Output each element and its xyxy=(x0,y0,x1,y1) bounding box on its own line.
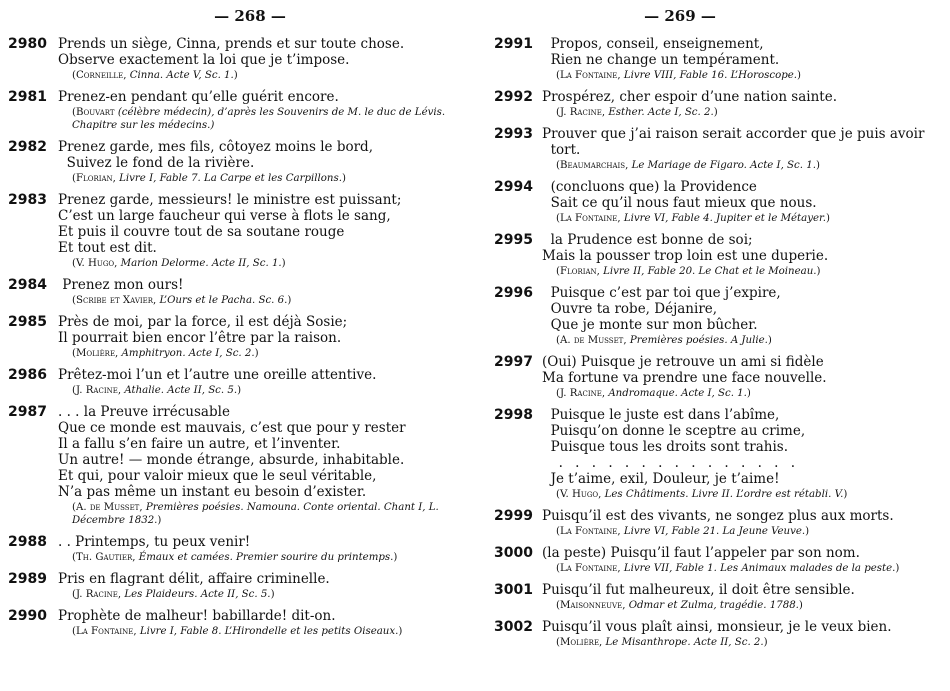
quote-number: 3001 xyxy=(494,582,533,598)
right-entries xyxy=(490,36,950,656)
citation-work: Livre VII, Fable 1. Les Animaux malades de la peste. xyxy=(623,563,896,574)
quote-body xyxy=(58,367,468,397)
citation-author: Bouvart xyxy=(75,107,115,118)
quote-entry xyxy=(490,354,950,400)
citation-author: A. de Musset, xyxy=(75,502,143,513)
citation-work: (célèbre médecin), d’après les Souvenirs de M. le duc de Lévis. Chapitre sur les médecins.) xyxy=(72,107,446,131)
quote-body xyxy=(58,36,468,82)
verse-line: Puisqu’il fut malheureux, il doit être sensible. xyxy=(542,582,855,598)
citation: (Bouvart (célèbre médecin), d’après les Souvenirs de M. le duc de Lévis. Chapitre sur les médecins.) xyxy=(72,107,446,131)
quote-body xyxy=(58,571,468,601)
citation: (Th. Gautier, Émaux et camées. Premier sourire du printemps.) xyxy=(72,552,398,563)
quote-entry xyxy=(0,608,468,638)
quote-number: 2989 xyxy=(8,571,47,587)
citation-work: Livre II, Fable 20. Le Chat et le Moineau. xyxy=(603,266,817,277)
quote-entry xyxy=(490,179,950,225)
citation-work: Premières poésies. Namouna. Conte oriental. Chant I, L. Décembre 1832. xyxy=(72,502,439,526)
citation: (Florian, Livre II, Fable 20. Le Chat et le Moineau.) xyxy=(556,266,821,277)
verse-line: Ma fortune va prendre une face nouvelle. xyxy=(542,370,827,386)
citation: (La Fontaine, Livre VI, Fable 21. La Jeune Veuve.) xyxy=(556,526,810,537)
quote-entry xyxy=(0,367,468,397)
quote-body xyxy=(542,582,950,612)
quote-number: 3000 xyxy=(494,545,533,561)
quote-number: 2995 xyxy=(494,232,533,248)
citation-work: Cinna. Acte V, Sc. 1. xyxy=(129,70,234,81)
citation-author: La Fontaine, xyxy=(75,626,137,637)
citation: (Beaumarchais, Le Mariage de Figaro. Acte I, Sc. 1.) xyxy=(556,160,820,171)
citation-work: Amphitryon. Acte I, Sc. 2. xyxy=(121,348,255,359)
citation-author: J. Racine, xyxy=(559,388,606,399)
verse-line: Et qui, pour valoir mieux que le seul véritable, xyxy=(58,468,377,484)
quote-number: 2999 xyxy=(494,508,533,524)
quote-number: 2997 xyxy=(494,354,533,370)
quote-number: 2991 xyxy=(494,36,533,52)
verse-line: Propos, conseil, enseignement, xyxy=(542,36,764,52)
citation: (J. Racine, Andromaque. Acte I, Sc. 1.) xyxy=(556,388,751,399)
verse-line: Prophète de malheur! babillarde! dit-on. xyxy=(58,608,336,624)
citation-work: Andromaque. Acte I, Sc. 1. xyxy=(608,388,747,399)
quote-number: 2984 xyxy=(8,277,47,293)
quote-entry xyxy=(0,571,468,601)
quote-entry xyxy=(490,545,950,575)
citation-author: La Fontaine, xyxy=(559,526,621,537)
citation: (La Fontaine, Livre VIII, Fable 16. L’Horoscope.) xyxy=(556,70,801,81)
verse-line: C’est un large faucheur qui verse à flots le sang, xyxy=(58,208,391,224)
verse-line: . . Printemps, tu peux venir! xyxy=(58,534,251,550)
verse-line: Prenez garde, messieurs! le ministre est puissant; xyxy=(58,192,402,208)
quote-body xyxy=(542,407,950,501)
citation-author: La Fontaine, xyxy=(559,563,621,574)
quote-body xyxy=(58,139,468,185)
quote-body xyxy=(58,608,468,638)
citation-author: Molière, xyxy=(75,348,119,359)
verse-line: Observe exactement la loi que je t’impose. xyxy=(58,52,350,68)
citation-author: Scribe et Xavier, xyxy=(75,295,157,306)
citation-work: Livre VI, Fable 4. Jupiter et le Métayer. xyxy=(623,213,826,224)
citation-author: Beaumarchais, xyxy=(559,160,629,171)
citation-work: L’Ours et le Pacha. Sc. 6. xyxy=(159,295,288,306)
quote-body xyxy=(542,285,950,347)
verse-line: Que je monte sur mon bûcher. xyxy=(542,317,758,333)
verse-line: Puisque tous les droits sont trahis. xyxy=(542,439,789,455)
verse-line: Prospérez, cher espoir d’une nation sainte. xyxy=(542,89,837,105)
quote-number: 2987 xyxy=(8,404,47,420)
quote-body xyxy=(542,508,950,538)
quote-body xyxy=(542,619,950,649)
citation: (La Fontaine, Livre I, Fable 8. L’Hirondelle et les petits Oiseaux.) xyxy=(72,626,403,637)
quote-entry xyxy=(490,36,950,82)
quote-entry xyxy=(0,404,468,527)
citation: (V. Hugo, Marion Delorme. Acte II, Sc. 1.) xyxy=(72,258,286,269)
citation: (Scribe et Xavier, L’Ours et le Pacha. Sc. 6.) xyxy=(72,295,292,306)
quote-entry xyxy=(490,619,950,649)
quote-body xyxy=(58,277,468,307)
quote-number: 2990 xyxy=(8,608,47,624)
quote-entry xyxy=(0,89,468,132)
citation-author: Th. Gautier, xyxy=(75,552,136,563)
page-number-right: — 269 — xyxy=(644,7,716,25)
citation-author: J. Racine, xyxy=(75,385,122,396)
right-page xyxy=(490,0,950,691)
quote-body xyxy=(542,232,950,278)
verse-line: Rien ne change un tempérament. xyxy=(542,52,780,68)
quote-number: 2985 xyxy=(8,314,47,330)
quote-body xyxy=(542,126,950,172)
verse-line: Pris en flagrant délit, affaire criminelle. xyxy=(58,571,330,587)
verse-line: (concluons que) la Providence xyxy=(542,179,757,195)
quote-body xyxy=(58,89,468,132)
citation-author: La Fontaine, xyxy=(559,213,621,224)
citation-author: Florian, xyxy=(75,173,116,184)
citation-author: V. Hugo, xyxy=(75,258,118,269)
quote-body xyxy=(58,534,468,564)
verse-line: Mais la pousser trop loin est une duperie. xyxy=(542,248,829,264)
quote-number: 2992 xyxy=(494,89,533,105)
verse-line: Et tout est dit. xyxy=(58,240,157,256)
verse-line: Près de moi, par la force, il est déjà Sosie; xyxy=(58,314,348,330)
verse-line: Il a fallu s’en faire un autre, et l’inventer. xyxy=(58,436,341,452)
verse-line: tort. xyxy=(542,142,581,158)
citation: (Maisonneuve, Odmar et Zulma, tragédie. 1788.) xyxy=(556,600,803,611)
verse-line: Suivez le fond de la rivière. xyxy=(58,155,255,171)
verse-line: Que ce monde est mauvais, c’est que pour y rester xyxy=(58,420,406,436)
citation-work: Les Plaideurs. Acte II, Sc. 5. xyxy=(124,589,271,600)
verse-line: Puisqu’on donne le sceptre au crime, xyxy=(542,423,806,439)
page-number-left: — 268 — xyxy=(214,7,286,25)
citation-author: A. de Musset, xyxy=(559,335,627,346)
quote-body xyxy=(542,36,950,82)
citation-author: Florian, xyxy=(559,266,600,277)
citation: (Molière, Le Misanthrope. Acte II, Sc. 2.) xyxy=(556,637,768,648)
verse-line: (la peste) Puisqu’il faut l’appeler par son nom. xyxy=(542,545,860,561)
verse-line: Sait ce qu’il nous faut mieux que nous. xyxy=(542,195,817,211)
citation-work: Le Mariage de Figaro. Acte I, Sc. 1. xyxy=(631,160,816,171)
verse-line: N’a pas même un instant eu besoin d’exister. xyxy=(58,484,367,500)
verse-line: Prends un siège, Cinna, prends et sur toute chose. xyxy=(58,36,405,52)
citation-work: Émaux et camées. Premier sourire du printemps. xyxy=(138,552,394,563)
citation: (A. de Musset, Premières poésies. Namouna. Conte oriental. Chant I, L. Décembre 1832.) xyxy=(72,502,439,526)
verse-line: Prêtez-moi l’un et l’autre une oreille attentive. xyxy=(58,367,377,383)
quote-number: 2988 xyxy=(8,534,47,550)
verse-line: Prenez mon ours! xyxy=(58,277,184,293)
verse-line: Un autre! — monde étrange, absurde, inhabitable. xyxy=(58,452,405,468)
quote-entry xyxy=(0,36,468,82)
citation: (V. Hugo, Les Châtiments. Livre II. L’ordre est rétabli. V.) xyxy=(556,489,848,500)
left-page xyxy=(0,0,468,691)
citation-work: Marion Delorme. Acte II, Sc. 1. xyxy=(120,258,282,269)
citation-work: Livre VI, Fable 21. La Jeune Veuve. xyxy=(623,526,806,537)
quote-body xyxy=(542,179,950,225)
quote-number: 2998 xyxy=(494,407,533,423)
verse-line: Prenez garde, mes fils, côtoyez moins le bord, xyxy=(58,139,373,155)
citation-author: J. Racine, xyxy=(75,589,122,600)
quote-number: 2986 xyxy=(8,367,47,383)
quote-entry xyxy=(490,582,950,612)
citation-work: Premières poésies. A Julie. xyxy=(629,335,768,346)
citation: (Corneille, Cinna. Acte V, Sc. 1.) xyxy=(72,70,238,81)
quote-entry xyxy=(0,192,468,270)
citation: (J. Racine, Athalie. Acte II, Sc. 5.) xyxy=(72,385,242,396)
quote-entry xyxy=(490,126,950,172)
citation-work: Les Châtiments. Livre II. L’ordre est rétabli. V. xyxy=(604,489,844,500)
quote-number: 2993 xyxy=(494,126,533,142)
quote-number: 2983 xyxy=(8,192,47,208)
verse-line: Il pourrait bien encor l’être par la raison. xyxy=(58,330,342,346)
verse-line: (Oui) Puisque je retrouve un ami si fidèle xyxy=(542,354,824,370)
verse-line: . . . . . . . . . . . . . . . xyxy=(542,455,800,471)
citation: (J. Racine, Esther. Acte I, Sc. 2.) xyxy=(556,107,718,118)
citation-author: Corneille, xyxy=(75,70,127,81)
verse-line: Puisque c’est par toi que j’expire, xyxy=(542,285,781,301)
citation-work: Le Misanthrope. Acte II, Sc. 2. xyxy=(605,637,764,648)
quote-entry xyxy=(490,89,950,119)
citation-work: Livre I, Fable 7. La Carpe et les Carpillons. xyxy=(119,173,342,184)
citation-author: La Fontaine, xyxy=(559,70,621,81)
verse-line: Et puis il couvre tout de sa soutane rouge xyxy=(58,224,345,240)
citation: (Florian, Livre I, Fable 7. La Carpe et les Carpillons.) xyxy=(72,173,346,184)
quote-entry xyxy=(0,534,468,564)
citation: (J. Racine, Les Plaideurs. Acte II, Sc. 5.) xyxy=(72,589,275,600)
citation-work: Livre VIII, Fable 16. L’Horoscope. xyxy=(623,70,798,81)
quote-body xyxy=(542,545,950,575)
verse-line: Prenez-en pendant qu’elle guérit encore. xyxy=(58,89,339,105)
citation: (A. de Musset, Premières poésies. A Julie.) xyxy=(556,335,772,346)
quote-body xyxy=(58,192,468,270)
quote-number: 3002 xyxy=(494,619,533,635)
verse-line: Puisqu’il est des vivants, ne songez plus aux morts. xyxy=(542,508,894,524)
citation-work: Esther. Acte I, Sc. 2. xyxy=(608,107,714,118)
citation: (Molière, Amphitryon. Acte I, Sc. 2.) xyxy=(72,348,259,359)
verse-line: Puisque le juste est dans l’abîme, xyxy=(542,407,780,423)
quote-entry xyxy=(490,232,950,278)
citation-author: J. Racine, xyxy=(559,107,606,118)
quote-body xyxy=(542,89,950,119)
verse-line: Ouvre ta robe, Déjanire, xyxy=(542,301,718,317)
quote-body xyxy=(58,404,468,527)
quote-number: 2996 xyxy=(494,285,533,301)
quote-body xyxy=(542,354,950,400)
citation-work: Odmar et Zulma, tragédie. 1788. xyxy=(628,600,799,611)
citation: (La Fontaine, Livre VII, Fable 1. Les Animaux malades de la peste.) xyxy=(556,563,900,574)
verse-line: la Prudence est bonne de soi; xyxy=(542,232,753,248)
quote-entry xyxy=(490,407,950,501)
quote-number: 2982 xyxy=(8,139,47,155)
quote-entry xyxy=(490,285,950,347)
citation-work: Livre I, Fable 8. L’Hirondelle et les petits Oiseaux. xyxy=(139,626,399,637)
citation-author: Maisonneuve, xyxy=(559,600,626,611)
quote-entry xyxy=(0,314,468,360)
quote-number: 2980 xyxy=(8,36,47,52)
citation: (La Fontaine, Livre VI, Fable 4. Jupiter et le Métayer.) xyxy=(556,213,830,224)
quote-number: 2994 xyxy=(494,179,533,195)
quote-number: 2981 xyxy=(8,89,47,105)
quote-entry xyxy=(0,139,468,185)
verse-line: Prouver que j’ai raison serait accorder que je puis avoir xyxy=(542,126,925,142)
verse-line: Je t’aime, exil, Douleur, je t’aime! xyxy=(542,471,780,487)
citation-author: V. Hugo, xyxy=(559,489,602,500)
left-entries xyxy=(0,36,468,645)
quote-body xyxy=(58,314,468,360)
verse-line: Puisqu’il vous plaît ainsi, monsieur, je le veux bien. xyxy=(542,619,892,635)
quote-entry xyxy=(0,277,468,307)
citation-author: Molière, xyxy=(559,637,603,648)
quote-entry xyxy=(490,508,950,538)
citation-work: Athalie. Acte II, Sc. 5. xyxy=(124,385,238,396)
verse-line: . . . la Preuve irrécusable xyxy=(58,404,230,420)
